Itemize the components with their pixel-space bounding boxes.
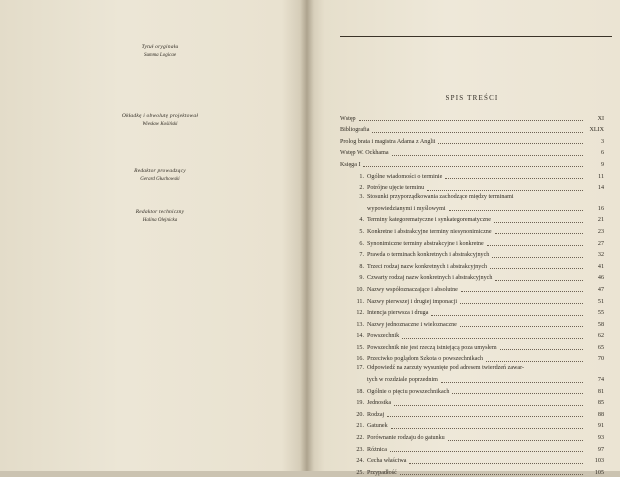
toc-entry-label: Prawda o terminach konkretnych i abstrakcyjnych	[367, 252, 490, 259]
toc-entry	[340, 396, 604, 408]
toc-entry-label: Ogólne wiadomości o terminie	[367, 173, 443, 180]
toc-entry-number: 8.	[359, 263, 364, 270]
toc-leader-dots	[500, 349, 583, 350]
credit-role: Redaktor techniczny	[135, 209, 185, 215]
toc-entry	[340, 236, 604, 248]
toc-leader-dots	[445, 178, 583, 179]
toc-entry-label: Stosunki przyporządkowania zachodzące między terminami	[367, 194, 514, 201]
toc-entry-label: Powszechnik nie jest rzeczą istniejącą poza umysłem	[367, 344, 497, 351]
toc-leader-dots	[394, 405, 583, 406]
toc-entry-number: 5.	[359, 228, 364, 235]
toc-entry	[340, 363, 604, 372]
toc-entry	[340, 224, 604, 236]
credit-lead-editor	[60, 168, 260, 182]
toc-entry	[340, 259, 604, 271]
toc-entry-number: 9.	[359, 275, 364, 282]
toc-entry-label: Odpowiedź na zarzuty wysunięte pod adresem twierdzeń zawar-	[367, 365, 525, 372]
toc-entry-label: Nazwy współoznaczające i absolutne	[367, 286, 458, 293]
toc-entry-label: Potrójne ujęcie terminu	[367, 185, 425, 192]
toc-entry	[340, 419, 604, 431]
toc-entry-page: 105	[594, 469, 604, 476]
toc-leader-dots	[392, 155, 583, 156]
toc-entry-page: 46	[597, 275, 604, 282]
toc-entry-label: Intencja pierwsza i druga	[367, 310, 429, 317]
toc-entry-number: 20.	[356, 411, 364, 418]
toc-entry-number: 19.	[356, 400, 364, 407]
toc-entry	[340, 454, 604, 466]
credit-cover-design	[60, 113, 260, 127]
toc-leader-dots	[372, 132, 583, 133]
toc-entry-page: XLIX	[589, 127, 604, 134]
credit-name: Summa Logicae	[143, 53, 177, 58]
toc-leader-dots	[431, 315, 583, 316]
toc-entry	[340, 271, 604, 283]
toc-entry-page: 62	[597, 333, 604, 340]
credit-name: Halina Olejnicka	[142, 218, 178, 223]
toc-entry-number: 22.	[356, 435, 364, 442]
toc-entry-page: 91	[597, 423, 604, 430]
toc-entry	[340, 465, 604, 477]
toc-entry	[340, 372, 604, 384]
toc-entry-label: Jednostka	[367, 400, 392, 407]
toc-entry-number: 23.	[356, 446, 364, 453]
toc-entry-number: 18.	[356, 388, 364, 395]
toc-entry-label: Nazwy pierwszej i drugiej imponacji	[367, 298, 458, 305]
toc-entry-label: Trzeci rodzaj nazw konkretnych i abstrakcyjnych	[367, 263, 488, 270]
toc-entry-label: Terminy kategorematyczne i synkategorematyczne	[367, 217, 491, 224]
toc-entry-page: 14	[597, 185, 604, 192]
toc-leader-dots	[402, 338, 583, 339]
toc-leader-dots	[449, 210, 583, 211]
toc-entry-page: 16	[597, 205, 604, 212]
toc-entry	[340, 294, 604, 306]
toc-entry	[340, 134, 604, 146]
toc-entry-page: 103	[594, 458, 604, 465]
toc-entry-label: Wstęp	[340, 115, 356, 122]
toc-entry-number: 4.	[359, 217, 364, 224]
toc-leader-dots	[448, 440, 583, 441]
toc-entry-number: 21.	[356, 423, 364, 430]
toc-entry	[340, 213, 604, 225]
toc-entry	[340, 282, 604, 294]
toc-entry-number: 12.	[356, 310, 364, 317]
left-page	[0, 0, 306, 471]
toc-entry-label: Rodzaj	[367, 411, 385, 418]
toc-entry-page: 9	[600, 161, 604, 168]
credit-original-title	[60, 44, 260, 58]
toc-entry-page: 85	[597, 400, 604, 407]
credit-role: Tytuł oryginału	[141, 44, 179, 50]
toc-entry	[340, 181, 604, 193]
toc-entry-number: 10.	[356, 286, 364, 293]
toc-leader-dots	[438, 143, 583, 144]
toc-title: SPIS TREŚCI	[445, 94, 499, 102]
toc-entry-number: 7.	[359, 252, 364, 259]
toc-entry	[340, 123, 604, 135]
toc-leader-dots	[492, 257, 583, 258]
toc-entry-number: 16.	[356, 356, 364, 363]
toc-entry-page: 3	[600, 138, 604, 145]
toc-entry	[340, 169, 604, 181]
toc-entry-page: 21	[597, 217, 604, 224]
toc-leader-dots	[400, 474, 583, 475]
credit-role: Okładkę i obwolutę projektował	[121, 113, 199, 119]
toc-entry	[340, 430, 604, 442]
toc-entry-number: 6.	[359, 240, 364, 247]
toc-entry-label: Księga I	[340, 161, 361, 168]
toc-entry-label: Powszechnik	[367, 333, 400, 340]
toc-entry	[340, 384, 604, 396]
toc-entry-label: Ogólnie o pięciu powszechnikach	[367, 388, 450, 395]
toc-leader-dots	[460, 303, 583, 304]
toc-entry-label: Synonimiczne terminy abstrakcyjne i konkretne	[367, 240, 484, 247]
toc-entry-number: 24.	[356, 458, 364, 465]
toc-entry	[340, 157, 604, 169]
toc-entry-number: 13.	[356, 321, 364, 328]
toc-leader-dots	[461, 291, 583, 292]
toc-leader-dots	[391, 428, 583, 429]
toc-leader-dots	[409, 463, 583, 464]
toc-entry-page: 74	[597, 377, 604, 384]
toc-entry-page: 47	[597, 286, 604, 293]
toc-leader-dots	[390, 451, 583, 452]
page-gutter	[300, 0, 314, 471]
toc-entry-label: Przypadłość	[367, 469, 397, 476]
toc-entry-label: wypowiedzianymi i myślowymi	[367, 205, 446, 212]
toc-entry-page: 88	[597, 411, 604, 418]
toc-entry-page: 11	[598, 173, 604, 180]
credit-technical-editor	[60, 209, 260, 223]
toc-entry-page: 70	[597, 356, 604, 363]
toc-entry	[340, 352, 604, 364]
toc-entry	[340, 329, 604, 341]
table-of-contents	[340, 111, 604, 477]
toc-entry-number: 17.	[356, 365, 364, 372]
toc-leader-dots	[427, 190, 583, 191]
toc-entry	[340, 111, 604, 123]
toc-leader-dots	[441, 382, 583, 383]
toc-entry-label: tych w rozdziale poprzednim	[367, 377, 438, 384]
toc-entry-page: 65	[597, 344, 604, 351]
toc-entry-page: 81	[597, 388, 604, 395]
toc-entry	[340, 146, 604, 158]
header-rule	[340, 36, 612, 37]
toc-entry	[340, 306, 604, 318]
toc-entry	[340, 192, 604, 201]
toc-entry	[340, 248, 604, 260]
toc-entry-page: 6	[600, 150, 604, 157]
toc-entry-page: 32	[597, 252, 604, 259]
toc-entry-page: 97	[597, 446, 604, 453]
toc-entry-number: 14.	[356, 333, 364, 340]
toc-entry-page: 93	[597, 435, 604, 442]
toc-entry-number: 11.	[356, 298, 364, 305]
toc-entry	[340, 407, 604, 419]
toc-entry-page: 41	[597, 263, 604, 270]
toc-leader-dots	[460, 326, 583, 327]
toc-leader-dots	[490, 268, 583, 269]
toc-entry-label: Czwarty rodzaj nazw konkretnych i abstrakcyjnych	[367, 275, 493, 282]
toc-entry-page: 23	[597, 228, 604, 235]
toc-entry-label: Cecha właściwa	[367, 458, 407, 465]
toc-entry-page: 51	[597, 298, 604, 305]
credit-name: Gerard Głuchowski	[140, 177, 180, 182]
toc-entry	[340, 442, 604, 454]
toc-leader-dots	[359, 120, 583, 121]
toc-entry-label: Porównanie rodzaju do gatunku	[367, 435, 445, 442]
toc-entry-number: 1.	[359, 173, 364, 180]
toc-leader-dots	[495, 280, 583, 281]
toc-entry-page: 27	[597, 240, 604, 247]
toc-entry-label: Różnica	[367, 446, 387, 453]
toc-entry-page: 55	[597, 310, 604, 317]
toc-entry-label: Bibliografia	[340, 127, 370, 134]
credit-name: Wiesław Kośiński	[142, 122, 178, 127]
credit-role: Redaktor prowadzący	[134, 168, 186, 174]
toc-entry-number: 25.	[356, 469, 364, 476]
toc-entry-label: Nazwy jednoznaczne i wieloznaczne	[367, 321, 457, 328]
toc-leader-dots	[452, 393, 583, 394]
toc-leader-dots	[494, 222, 583, 223]
toc-entry-number: 3.	[359, 194, 364, 201]
toc-entry-label: Gatunek	[367, 423, 388, 430]
toc-leader-dots	[487, 245, 583, 246]
toc-entry	[340, 201, 604, 213]
toc-entry-label: Przeciwko poglądom Szkota o powszechnikach	[367, 356, 484, 363]
toc-leader-dots	[363, 166, 583, 167]
toc-leader-dots	[486, 361, 583, 362]
toc-entry	[340, 317, 604, 329]
toc-entry-label: Prolog brata i magistra Adama z Anglii	[340, 138, 436, 145]
toc-entry-label: Wstęp W. Ockhama	[340, 150, 389, 157]
toc-entry-page: XI	[597, 115, 604, 122]
toc-leader-dots	[495, 233, 583, 234]
toc-entry-label: Konkretne i abstrakcyjne terminy niesynonimiczne	[367, 228, 492, 235]
toc-entry-number: 2.	[359, 185, 364, 192]
toc-entry-page: 58	[597, 321, 604, 328]
toc-entry-number: 15.	[356, 344, 364, 351]
toc-entry	[340, 340, 604, 352]
toc-leader-dots	[387, 416, 583, 417]
